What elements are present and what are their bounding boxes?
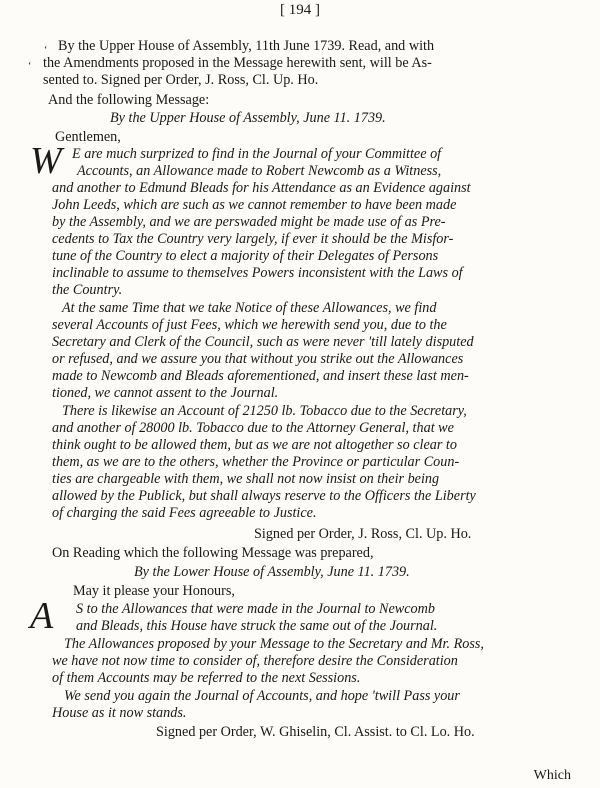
catchword: Which	[533, 768, 571, 783]
text-line: by the Assembly, and we are perswaded might be made use of as Pre-	[52, 214, 446, 230]
text-line: think ought to be allowed them, but as we are not altogether so clear to	[52, 437, 457, 453]
text-line: we have not now time to consider of, therefore desire the Consideration	[52, 653, 458, 669]
text-line: The Allowances proposed by your Message to the Secretary and Mr. Ross,	[64, 636, 484, 652]
text-line: May it please your Honours,	[73, 583, 235, 599]
text-line: of them Accounts may be referred to the next Sessions.	[52, 670, 361, 686]
text-line: cedents to Tax the Country very largely, if ever it should be the Misfor-	[52, 231, 454, 247]
text-line: By the Upper House of Assembly, 11th June 1739. Read, and with	[58, 38, 435, 54]
text-line: Secretary and Clerk of the Council, such as were never 'till lately disputed	[52, 334, 474, 350]
page-number: [ 194 ]	[280, 2, 320, 18]
text-line: tune of the Country to elect a majority of their Delegates of Persons	[52, 248, 439, 264]
text-line: tioned, we cannot assent to the Journal.	[52, 385, 279, 401]
text-line: On Reading which the following Message was prepared,	[52, 545, 374, 561]
text-line: We send you again the Journal of Accounts, and hope 'twill Pass your	[64, 688, 460, 704]
text-line: of charging the said Fees agreeable to Justice.	[52, 505, 317, 521]
text-line: E are much surprized to find in the Journal of your Committee of	[72, 146, 442, 162]
drop-cap: A	[30, 595, 54, 637]
text-line: the Amendments proposed in the Message herewith sent, will be As-	[43, 55, 432, 71]
text-line: ties are chargeable with them, we shall not now insist on their being	[52, 471, 440, 487]
text-line: sented to. Signed per Order, J. Ross, Cl. Up. Ho.	[43, 72, 319, 88]
drop-cap: W	[30, 140, 62, 182]
text-line: inclinable to assume to themselves Powers inconsistent with the Laws of	[52, 265, 463, 281]
text-line: Gentlemen,	[55, 129, 121, 145]
text-line: S to the Allowances that were made in the Journal to Newcomb	[76, 601, 435, 617]
text-line: And the following Message:	[48, 92, 210, 108]
text-line: John Leeds, which are such as we cannot remember to have been made	[52, 197, 457, 213]
text-line: and Bleads, this House have struck the same out of the Journal.	[76, 618, 438, 634]
text-line: and another of 28000 lb. Tobacco due to the Attorney General, that we	[52, 420, 454, 436]
text-line: At the same Time that we take Notice of these Allowances, we find	[62, 300, 437, 316]
margin-mark: ‘	[44, 45, 48, 56]
text-line: There is likewise an Account of 21250 lb. Tobacco due to the Secretary,	[62, 403, 467, 419]
text-line: the Country.	[52, 282, 123, 298]
text-line: Signed per Order, J. Ross, Cl. Up. Ho.	[254, 526, 472, 542]
text-line: Accounts, an Allowance made to Robert Newcomb as a Witness,	[77, 163, 442, 179]
text-line: By the Upper House of Assembly, June 11. 1739.	[110, 110, 386, 126]
text-line: or refused, and we assure you that without you strike out the Allowances	[52, 351, 464, 367]
text-line: allowed by the Publick, but shall always reserve to the Officers the Liberty	[52, 488, 476, 504]
text-line: House as it now stands.	[52, 705, 187, 721]
text-line: and another to Edmund Bleads for his Attendance as an Evidence against	[52, 180, 471, 196]
text-line: By the Lower House of Assembly, June 11. 1739.	[134, 564, 410, 580]
text-line: them, as we are to the others, whether the Province or particular Coun-	[52, 454, 460, 470]
text-line: several Accounts of just Fees, which we herewith send you, due to the	[52, 317, 447, 333]
text-line: Signed per Order, W. Ghiselin, Cl. Assist. to Cl. Lo. Ho.	[156, 724, 475, 740]
margin-mark: ‘	[28, 61, 32, 72]
text-line: made to Newcomb and Bleads aforementioned, and insert these last men-	[52, 368, 469, 384]
